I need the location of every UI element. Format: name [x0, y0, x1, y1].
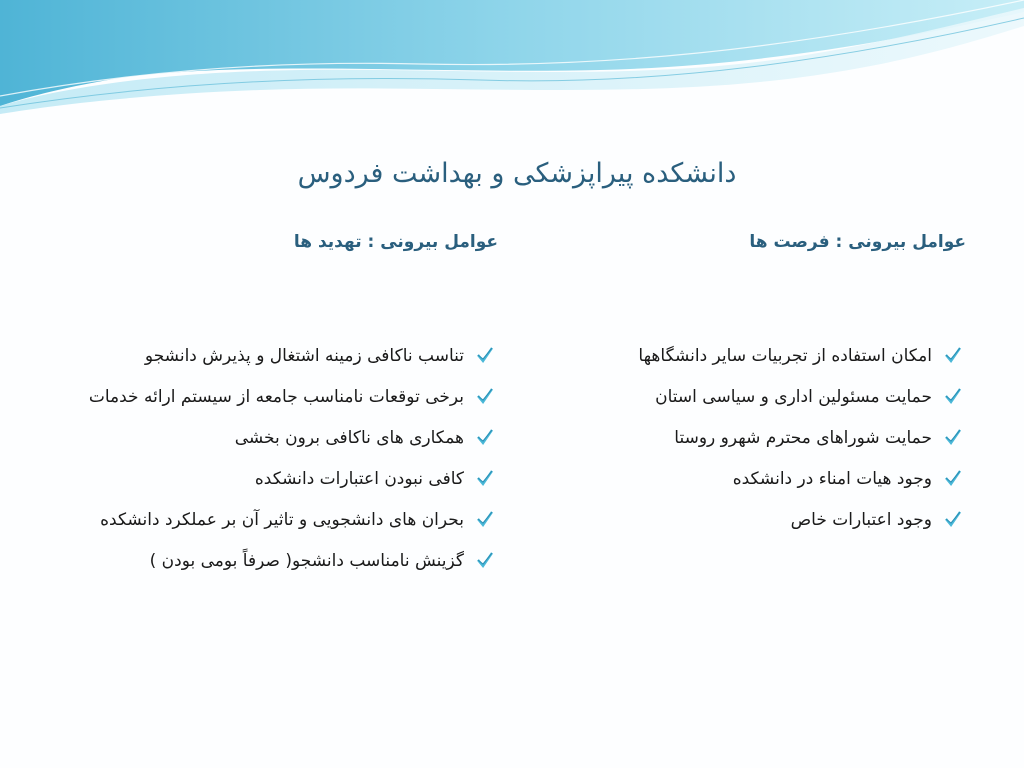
opportunities-heading: عوامل بیرونی : فرصت ها: [749, 232, 966, 252]
list-item-text: بحران های دانشجویی و تاثیر آن بر عملکرد دانشکده: [100, 510, 464, 530]
check-bullet-icon: [476, 510, 494, 528]
check-bullet-icon: [944, 428, 962, 446]
check-bullet-icon: [476, 387, 494, 405]
slide-title: دانشکده پیراپزشکی و بهداشت فردوس: [297, 158, 737, 189]
threats-list: [74, 340, 494, 586]
check-bullet-icon: [944, 346, 962, 364]
header-wave-decoration: [0, 0, 1024, 130]
list-item-text: تناسب ناکافی زمینه اشتغال و پذیرش دانشجو: [144, 346, 464, 366]
list-item: [74, 422, 494, 455]
list-item: [74, 381, 494, 414]
check-bullet-icon: [476, 469, 494, 487]
list-item: [532, 504, 962, 537]
list-item-text: گزینش نامناسب دانشجو( صرفاً بومی بودن ): [149, 551, 464, 571]
opportunities-list: [532, 340, 962, 545]
check-bullet-icon: [476, 551, 494, 569]
list-item: [532, 381, 962, 414]
list-item-text: حمایت شوراهای محترم شهرو روستا: [674, 428, 932, 448]
check-bullet-icon: [944, 387, 962, 405]
check-bullet-icon: [476, 428, 494, 446]
check-bullet-icon: [944, 469, 962, 487]
list-item-text: حمایت مسئولین اداری و سیاسی استان: [655, 387, 932, 407]
check-bullet-icon: [476, 346, 494, 364]
list-item-text: وجود اعتبارات خاص: [790, 510, 932, 530]
check-bullet-icon: [944, 510, 962, 528]
list-item: [532, 422, 962, 455]
list-item: [532, 463, 962, 496]
list-item: [532, 340, 962, 373]
list-item: [74, 545, 494, 578]
list-item-text: برخی توقعات نامناسب جامعه از سیستم ارائه خدمات: [88, 387, 464, 407]
list-item-text: همکاری های ناکافی برون بخشی: [234, 428, 464, 448]
list-item-text: امکان استفاده از تجربیات سایر دانشگاهها: [638, 346, 932, 366]
list-item-text: وجود هیات امناء در دانشکده: [732, 469, 932, 489]
list-item-text: کافی نبودن اعتبارات دانشکده: [254, 469, 464, 489]
threats-heading: عوامل بیرونی : تهدید ها: [293, 232, 498, 252]
list-item: [74, 340, 494, 373]
list-item: [74, 504, 494, 537]
list-item: [74, 463, 494, 496]
